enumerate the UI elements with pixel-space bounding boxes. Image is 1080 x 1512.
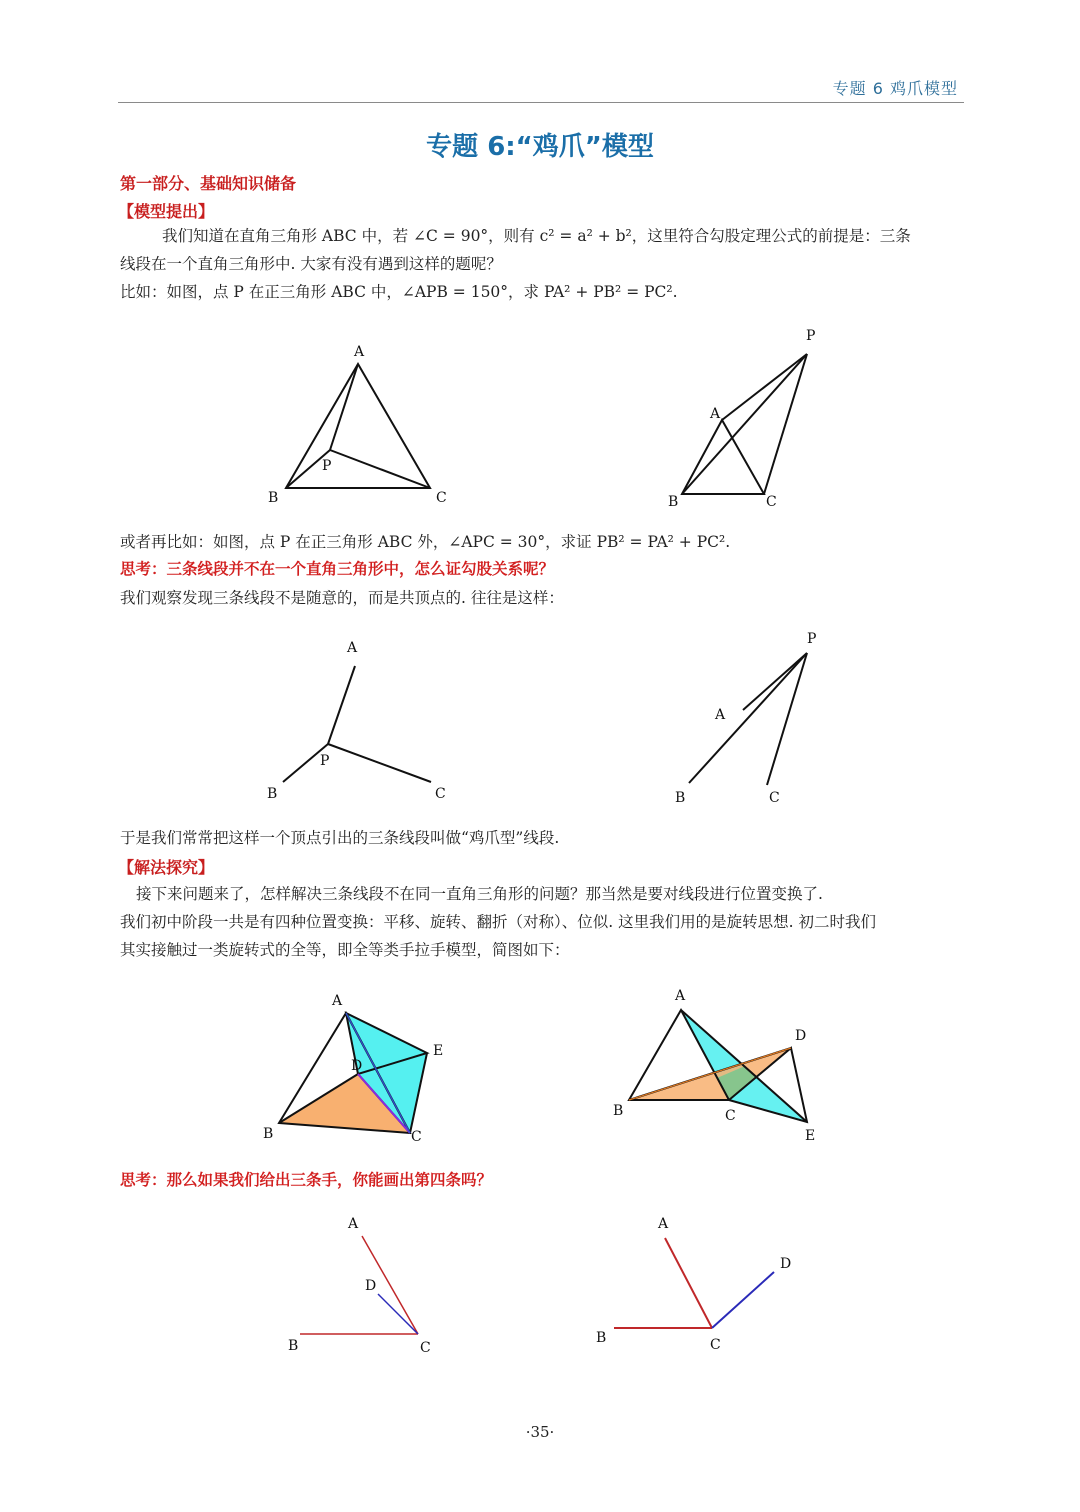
- label-b: B: [668, 494, 679, 510]
- segment-pa: [328, 666, 355, 744]
- label-a: A: [332, 993, 343, 1009]
- segment-pc: [328, 744, 431, 782]
- label-a: A: [348, 1216, 359, 1232]
- segment-ac: [665, 1238, 712, 1328]
- label-c: C: [725, 1108, 736, 1124]
- figure-p-outside-triangle: [660, 322, 840, 522]
- figure-three-hands-2: [590, 1208, 810, 1358]
- paragraph-1-line-2: 线段在一个直角三角形中. 大家有没有遇到这样的题呢？: [120, 255, 502, 273]
- segment-pb: [689, 653, 807, 783]
- segment-pc: [330, 450, 430, 488]
- label-p: P: [807, 631, 817, 647]
- label-c: C: [435, 786, 446, 802]
- label-p: P: [320, 753, 330, 769]
- label-e: E: [433, 1043, 444, 1059]
- label-e: E: [805, 1128, 816, 1144]
- label-a: A: [658, 1216, 669, 1232]
- segment-pc: [764, 354, 807, 494]
- segment-pb: [682, 354, 807, 494]
- label-c: C: [769, 790, 780, 806]
- label-b: B: [596, 1330, 607, 1346]
- label-a: A: [675, 988, 686, 1004]
- label-b: B: [675, 790, 686, 806]
- figure-hand-in-hand-1: [255, 985, 475, 1155]
- label-b: B: [267, 786, 278, 802]
- figure-hand-in-hand-2: [605, 982, 825, 1152]
- label-d: D: [795, 1028, 807, 1044]
- paragraph-3: 或者再比如：如图，点 P 在正三角形 ABC 外，∠APC = 30°，求证 PB² = PA² + PC².: [120, 533, 731, 551]
- paragraph-1-line-1: 我们知道在直角三角形 ABC 中，若 ∠C = 90°，则有 c² = a² + b²，这里符合勾股定理公式的前提是：三条: [162, 227, 911, 245]
- label-b: B: [613, 1103, 624, 1119]
- page-number: ·35·: [525, 1423, 555, 1441]
- label-a: A: [347, 640, 358, 656]
- paragraph-6-line-3: 其实接触过一类旋转式的全等，即全等类手拉手模型，简图如下：: [120, 941, 570, 959]
- header-rule: [118, 102, 964, 103]
- paragraph-2: 比如：如图，点 P 在正三角形 ABC 中，∠APB = 150°，求 PA² + PB² = PC².: [120, 283, 678, 301]
- think-question-2: 思考：那么如果我们给出三条手，你能画出第四条吗？: [120, 1170, 493, 1189]
- label-b: B: [268, 490, 279, 506]
- segment-pc: [767, 653, 807, 785]
- label-c: C: [436, 490, 447, 506]
- paragraph-6-line-2: 我们初中阶段一共是有四种位置变换：平移、旋转、翻折（对称）、位似. 这里我们用的是旋转思想. 初二时我们: [120, 913, 876, 931]
- label-c: C: [710, 1337, 721, 1353]
- figure-three-hands-1: [280, 1210, 460, 1360]
- label-a: A: [715, 707, 726, 723]
- label-d: D: [780, 1256, 792, 1272]
- segment-dc: [712, 1272, 774, 1328]
- label-a: A: [354, 344, 365, 360]
- paragraph-5: 于是我们常常把这样一个顶点引出的三条线段叫做“鸡爪型”线段.: [120, 829, 560, 847]
- think-question-1: 思考：三条线段并不在一个直角三角形中，怎么证勾股关系呢？: [120, 559, 555, 578]
- figure-claw-inside: [255, 630, 465, 810]
- label-b: B: [288, 1338, 299, 1354]
- paragraph-4: 我们观察发现三条线段不是随意的，而是共顶点的. 往往是这样：: [120, 589, 564, 607]
- label-b: B: [263, 1126, 274, 1142]
- label-d: D: [351, 1058, 363, 1074]
- label-p: P: [806, 328, 816, 344]
- figure-p-inside-triangle: [250, 330, 470, 520]
- section-heading: 第一部分、基础知识储备: [120, 174, 297, 193]
- label-c: C: [411, 1129, 422, 1145]
- label-d: D: [365, 1278, 377, 1294]
- running-head: 专题 6 鸡爪模型: [832, 79, 958, 98]
- segment-pa: [330, 364, 358, 450]
- tag-model-proposal: 【模型提出】: [118, 202, 215, 221]
- label-c: C: [766, 494, 777, 510]
- figure-claw-outside: [665, 625, 845, 815]
- label-p: P: [322, 458, 332, 474]
- tag-solution-exploration: 【解法探究】: [118, 858, 215, 877]
- label-a: A: [710, 406, 721, 422]
- page-title: 专题 6:“鸡爪”模型: [426, 132, 654, 162]
- label-c: C: [420, 1340, 431, 1356]
- segment-pa: [722, 354, 807, 420]
- paragraph-6-line-1: 接下来问题来了，怎样解决三条线段不在同一直角三角形的问题？那当然是要对线段进行位置变换了.: [136, 885, 823, 903]
- triangle-abc: [682, 420, 764, 494]
